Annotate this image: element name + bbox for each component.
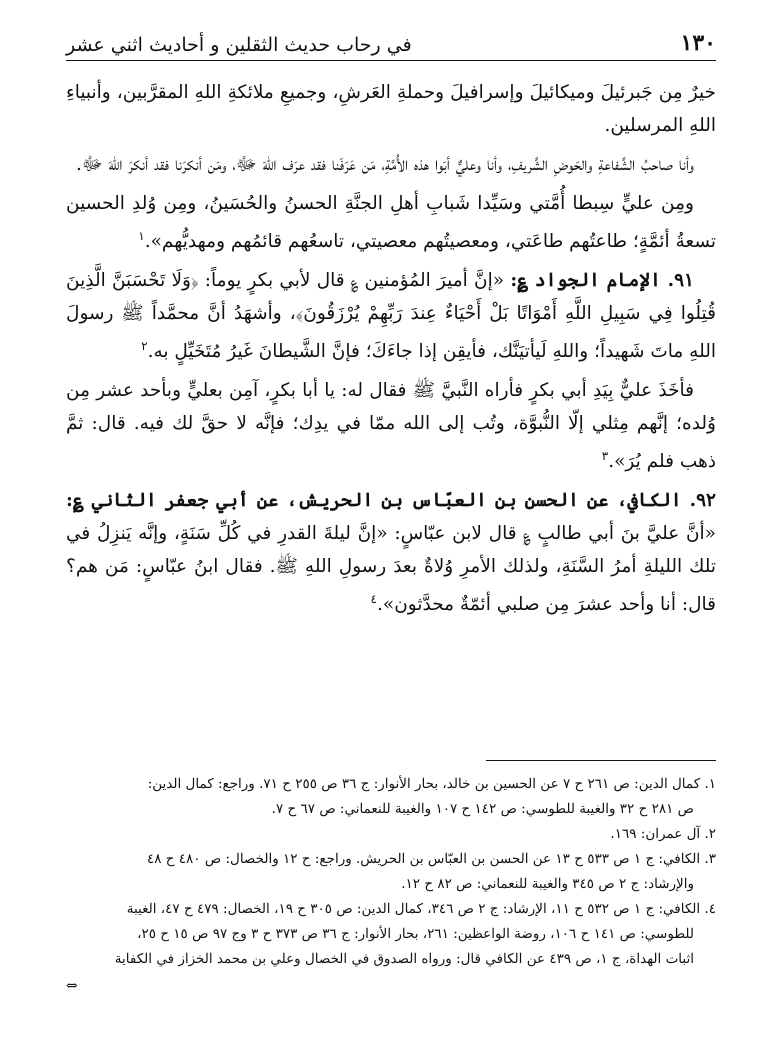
footnote-4: ٤. الكافي: ج ١ ص ٥٣٢ ح ١١، الإرشاد: ج ٢ ص ٣٤٦، كمال الدين: ص ٣٠٥ ح ١٩، الخصال: ٤٧٩ ح ٤٧، الغيبة [126, 901, 716, 917]
page-header [66, 18, 716, 61]
hadith-92 [66, 484, 716, 621]
paragraph-1: خيرٌ مِن جَبرئيلَ وميكائيلَ وإسرافيلَ وحملةِ العَرشِ، وجميعِ ملائكةِ اللهِ المقرَّبين، وأنبياءِ اللهِ المرسلين. [66, 82, 716, 136]
footnote-1: ١. كمال الدين: ص ٢٦١ ح ٧ عن الحسين بن خالد، بحار الأنوار: ج ٣٦ ص ٢٥٥ ح ٧١. وراجع: كمال الدين: [147, 776, 716, 792]
main-text [66, 76, 716, 628]
hadith-91-text: «إنَّ أميرَ المُؤمنين ؏ قال لأبي بكرٍ يوماً: ﴿وَلَا تَحْسَبَنَّ الَّذِينَ قُتِلُوا فِي سَبِيلِ اللَّهِ أَمْوَاتًا بَلْ أَحْيَاءٌ عِندَ رَبِّهِمْ يُرْزَقُونَ﴾، وأشهَدُ أنَّ محمَّداً ﷺ رسولَ اللهِ ماتَ شَهيداً؛ واللهِ لَيأتيَنَّك، فأيقِن إذا جاءَكَ؛ فإنَّ الشَّيطانَ غَيرُ مُتَخَيِّلٍ به. [66, 270, 716, 363]
running-title: في رحاب حديث الثقلين و أحاديث اثني عشر [66, 34, 412, 56]
hadith-92-heading: ٩٢. الكافي، عن الحسن بن العبّاس بن الحريش، عن أبي جعفر الثاني ؏: [66, 490, 716, 512]
footnote-ref-3[interactable]: ٣ [601, 449, 609, 464]
footnote-4-continued-b: اثبات الهداة، ج ١، ص ٤٣٩ عن الكافي قال: ورواه الصدوق في الخصال وعلي بن محمد الخزاز في الكفاية [114, 951, 694, 967]
footnote-3-continued: والإرشاد: ج ٢ ص ٣٤٥ والغيبة للنعماني: ص ٨٢ ح ١٢. [401, 876, 694, 892]
paragraph-5-text: فأخَذَ عليٌّ بِيَدِ أبي بكرٍ فأراه النَّبيَّ ﷺ فقال له: يا أبا بكرٍ، آمِن بعليٍّ وبأحد عشر مِن وُلده؛ إنَّهم مِثلي إلّا النُّبوَّة، وتُب إلى الله ممّا في يدِك؛ فإنَّه لا حقَّ لك فيه. قال: ثمَّ ذهب فلم يُرَ». [66, 380, 716, 473]
continuation-arrow-icon: ⇔ [66, 978, 78, 994]
paragraph-5 [66, 374, 716, 478]
footnote-3: ٣. الكافي: ج ١ ص ٥٣٣ ح ١٣ عن الحسن بن العبّاس بن الحريش. وراجع: ح ١٢ والخصال: ص ٤٨٠ ح ٤٨ [146, 851, 716, 867]
footnote-1-continued: ص ٢٨١ ح ٣٢ والغيبة للطوسي: ص ١٤٢ ح ١٠٧ والغيبة للنعماني: ص ٦٧ ح ٧. [271, 801, 694, 817]
footnote-2: ٢. آل عمران: ١٦٩. [610, 826, 716, 842]
hadith-91 [66, 264, 716, 368]
footnote-separator [486, 760, 716, 761]
footnote-ref-1[interactable]: ١ [138, 229, 145, 243]
paragraph-3-text: ومِن عليٍّ سِبطا أُمَّتي وسَيِّدا شَبابِ أهلِ الجنَّةِ الحسنُ والحُسَينُ، ومِن وُلدِ الحسين تسعةُ أئمَّةٍ؛ طاعتُهم طاعَتي، ومعصيتُهم معصيتي، تاسعُهم قائمُهم ومهديُّهم». [66, 193, 716, 253]
footnote-ref-2[interactable]: ٢ [141, 339, 148, 354]
footnote-4-continued-a: للطوسي: ص ١٤١ ح ١٠٦، روضة الواعظين: ٢٦١، بحار الأنوار: ج ٣٦ ص ٣٧٣ ح ٣ وج ٩٧ ص ١٥ ح ٢٥، [137, 926, 694, 942]
hadith-91-heading: ٩١. الإمام الجواد ؏: [510, 270, 694, 292]
hadith-92-text: «أنَّ عليَّ بنَ أبي طالبٍ ؏ قال لابن عبّاسٍ: «إنَّ ليلةَ القدرِ في كُلِّ سَنَةٍ، وإنَّه يَنزِلُ في تلك الليلةِ أمرُ السَّنَةِ، ولذلك الأمرِ وُلاةٌ بعدَ رسولِ اللهِ ﷺ. فقال ابنُ عبّاسٍ: مَن هم؟ قال: أنا وأحد عشرَ مِن صلبي أئمّةٌ محدَّثون». [66, 523, 716, 616]
page-number: ١٣٠ [680, 30, 716, 56]
paragraph-3 [66, 187, 716, 258]
paragraph-2: وأنا صاحبُ الشَّفاعةِ والحَوضِ الشَّريفِ، وأنا وعليٌّ أبَوا هذه الأُمَّةِ، مَن عَرَفَنا فقد عرَف اللهَ ﷻ، ومَن أنكرَنا فقد أنكرَ اللهَ ﷻ. [75, 154, 694, 175]
footnotes [66, 772, 716, 999]
footnote-ref-4[interactable]: ٤ [370, 592, 377, 607]
